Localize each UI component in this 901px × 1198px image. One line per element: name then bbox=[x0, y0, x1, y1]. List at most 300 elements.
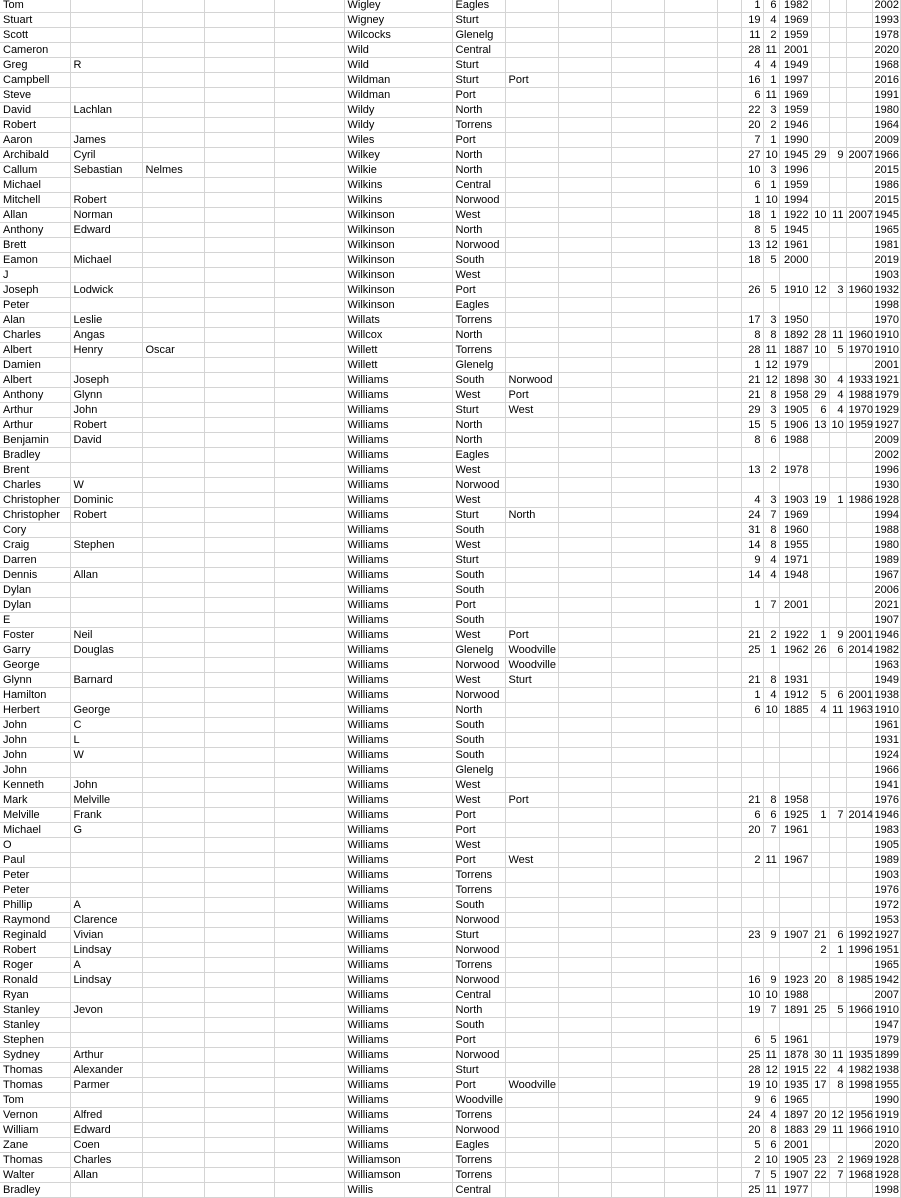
cell-death-month[interactable] bbox=[829, 58, 846, 73]
cell-middle-name[interactable]: Robert bbox=[70, 193, 142, 208]
cell-death-day[interactable] bbox=[811, 568, 829, 583]
cell-death-day[interactable] bbox=[811, 898, 829, 913]
cell-birth-day[interactable] bbox=[741, 448, 763, 463]
cell-club-2[interactable] bbox=[505, 478, 558, 493]
cell-col-k[interactable] bbox=[664, 1033, 717, 1048]
cell-third-name[interactable] bbox=[142, 1138, 204, 1153]
cell-surname[interactable]: Williams bbox=[344, 778, 452, 793]
cell-col-j[interactable] bbox=[611, 133, 664, 148]
cell-col-i[interactable] bbox=[558, 763, 611, 778]
cell-birth-month[interactable] bbox=[763, 883, 779, 898]
cell-third-name[interactable] bbox=[142, 943, 204, 958]
cell-birth-year[interactable] bbox=[779, 898, 811, 913]
cell-death-day[interactable] bbox=[811, 238, 829, 253]
cell-col-d[interactable] bbox=[204, 1048, 274, 1063]
cell-col-e[interactable] bbox=[274, 703, 344, 718]
cell-first-name[interactable]: Eamon bbox=[0, 253, 70, 268]
cell-death-day[interactable] bbox=[811, 163, 829, 178]
cell-middle-name[interactable]: Frank bbox=[70, 808, 142, 823]
cell-club[interactable]: South bbox=[452, 1018, 505, 1033]
cell-col-l[interactable] bbox=[717, 1003, 741, 1018]
cell-col-i[interactable] bbox=[558, 1108, 611, 1123]
cell-birth-day[interactable]: 13 bbox=[741, 238, 763, 253]
cell-death-year[interactable] bbox=[846, 958, 872, 973]
cell-col-j[interactable] bbox=[611, 733, 664, 748]
cell-middle-name[interactable]: Dominic bbox=[70, 493, 142, 508]
cell-surname[interactable]: Wildman bbox=[344, 73, 452, 88]
cell-middle-name[interactable] bbox=[70, 1018, 142, 1033]
cell-middle-name[interactable] bbox=[70, 868, 142, 883]
cell-death-month[interactable] bbox=[829, 1093, 846, 1108]
cell-club-2[interactable] bbox=[505, 433, 558, 448]
cell-third-name[interactable] bbox=[142, 1033, 204, 1048]
cell-col-e[interactable] bbox=[274, 778, 344, 793]
cell-col-k[interactable] bbox=[664, 943, 717, 958]
cell-death-month[interactable] bbox=[829, 1018, 846, 1033]
cell-col-i[interactable] bbox=[558, 118, 611, 133]
cell-birth-year[interactable] bbox=[779, 868, 811, 883]
cell-club-2[interactable] bbox=[505, 1033, 558, 1048]
cell-death-day[interactable] bbox=[811, 763, 829, 778]
cell-col-k[interactable] bbox=[664, 88, 717, 103]
cell-first-name[interactable]: Craig bbox=[0, 538, 70, 553]
cell-col-k[interactable] bbox=[664, 193, 717, 208]
cell-debut-year[interactable]: 1955 bbox=[872, 1078, 900, 1093]
cell-col-k[interactable] bbox=[664, 1123, 717, 1138]
cell-birth-year[interactable]: 1883 bbox=[779, 1123, 811, 1138]
cell-col-l[interactable] bbox=[717, 643, 741, 658]
cell-death-year[interactable]: 1996 bbox=[846, 943, 872, 958]
cell-col-j[interactable] bbox=[611, 883, 664, 898]
cell-col-k[interactable] bbox=[664, 403, 717, 418]
cell-col-e[interactable] bbox=[274, 43, 344, 58]
cell-debut-year[interactable]: 2020 bbox=[872, 1138, 900, 1153]
cell-death-year[interactable] bbox=[846, 823, 872, 838]
cell-death-year[interactable] bbox=[846, 58, 872, 73]
cell-middle-name[interactable]: Michael bbox=[70, 253, 142, 268]
cell-birth-year[interactable]: 1898 bbox=[779, 373, 811, 388]
cell-debut-year[interactable]: 1996 bbox=[872, 463, 900, 478]
cell-club-2[interactable] bbox=[505, 718, 558, 733]
cell-col-e[interactable] bbox=[274, 1138, 344, 1153]
cell-col-i[interactable] bbox=[558, 613, 611, 628]
cell-death-year[interactable]: 1960 bbox=[846, 283, 872, 298]
cell-col-e[interactable] bbox=[274, 283, 344, 298]
cell-club[interactable]: South bbox=[452, 733, 505, 748]
cell-col-l[interactable] bbox=[717, 613, 741, 628]
cell-col-k[interactable] bbox=[664, 868, 717, 883]
cell-surname[interactable]: Williams bbox=[344, 973, 452, 988]
cell-club[interactable]: West bbox=[452, 778, 505, 793]
cell-death-year[interactable] bbox=[846, 988, 872, 1003]
cell-col-e[interactable] bbox=[274, 613, 344, 628]
cell-col-k[interactable] bbox=[664, 793, 717, 808]
cell-col-i[interactable] bbox=[558, 1183, 611, 1198]
cell-col-l[interactable] bbox=[717, 148, 741, 163]
cell-birth-year[interactable] bbox=[779, 613, 811, 628]
cell-death-day[interactable]: 13 bbox=[811, 418, 829, 433]
cell-death-month[interactable]: 9 bbox=[829, 628, 846, 643]
cell-col-i[interactable] bbox=[558, 133, 611, 148]
cell-first-name[interactable]: Peter bbox=[0, 868, 70, 883]
cell-debut-year[interactable]: 1942 bbox=[872, 973, 900, 988]
cell-col-l[interactable] bbox=[717, 13, 741, 28]
cell-death-year[interactable]: 1970 bbox=[846, 343, 872, 358]
cell-col-e[interactable] bbox=[274, 523, 344, 538]
cell-birth-day[interactable] bbox=[741, 883, 763, 898]
cell-first-name[interactable]: Paul bbox=[0, 853, 70, 868]
cell-col-j[interactable] bbox=[611, 163, 664, 178]
cell-first-name[interactable]: Scott bbox=[0, 28, 70, 43]
cell-death-month[interactable] bbox=[829, 958, 846, 973]
cell-first-name[interactable]: Peter bbox=[0, 883, 70, 898]
cell-col-j[interactable] bbox=[611, 673, 664, 688]
cell-death-month[interactable] bbox=[829, 358, 846, 373]
cell-birth-year[interactable]: 1910 bbox=[779, 283, 811, 298]
cell-club-2[interactable] bbox=[505, 523, 558, 538]
cell-death-month[interactable] bbox=[829, 658, 846, 673]
cell-col-e[interactable] bbox=[274, 193, 344, 208]
cell-third-name[interactable] bbox=[142, 508, 204, 523]
cell-club[interactable]: Torrens bbox=[452, 1153, 505, 1168]
cell-col-l[interactable] bbox=[717, 58, 741, 73]
cell-debut-year[interactable]: 1910 bbox=[872, 1123, 900, 1138]
cell-middle-name[interactable] bbox=[70, 883, 142, 898]
cell-death-year[interactable] bbox=[846, 88, 872, 103]
cell-col-e[interactable] bbox=[274, 853, 344, 868]
cell-club[interactable]: Torrens bbox=[452, 883, 505, 898]
cell-debut-year[interactable]: 1976 bbox=[872, 793, 900, 808]
cell-middle-name[interactable]: Jevon bbox=[70, 1003, 142, 1018]
cell-birth-month[interactable]: 8 bbox=[763, 523, 779, 538]
cell-col-i[interactable] bbox=[558, 718, 611, 733]
cell-birth-year[interactable] bbox=[779, 748, 811, 763]
cell-col-k[interactable] bbox=[664, 163, 717, 178]
cell-first-name[interactable]: Campbell bbox=[0, 73, 70, 88]
cell-col-l[interactable] bbox=[717, 883, 741, 898]
cell-col-i[interactable] bbox=[558, 268, 611, 283]
cell-birth-year[interactable]: 1971 bbox=[779, 553, 811, 568]
cell-first-name[interactable]: Herbert bbox=[0, 703, 70, 718]
cell-surname[interactable]: Williams bbox=[344, 868, 452, 883]
cell-col-l[interactable] bbox=[717, 388, 741, 403]
cell-surname[interactable]: Willats bbox=[344, 313, 452, 328]
cell-birth-day[interactable]: 25 bbox=[741, 1183, 763, 1198]
cell-col-j[interactable] bbox=[611, 1108, 664, 1123]
cell-birth-day[interactable]: 6 bbox=[741, 178, 763, 193]
cell-col-j[interactable] bbox=[611, 493, 664, 508]
cell-death-year[interactable]: 1986 bbox=[846, 493, 872, 508]
cell-third-name[interactable] bbox=[142, 418, 204, 433]
cell-birth-month[interactable]: 11 bbox=[763, 853, 779, 868]
cell-col-k[interactable] bbox=[664, 463, 717, 478]
cell-club[interactable]: Norwood bbox=[452, 658, 505, 673]
cell-death-month[interactable] bbox=[829, 268, 846, 283]
cell-death-year[interactable]: 2001 bbox=[846, 688, 872, 703]
cell-debut-year[interactable]: 1931 bbox=[872, 733, 900, 748]
cell-club[interactable]: Norwood bbox=[452, 973, 505, 988]
cell-death-day[interactable] bbox=[811, 313, 829, 328]
cell-death-month[interactable] bbox=[829, 463, 846, 478]
cell-middle-name[interactable]: David bbox=[70, 433, 142, 448]
cell-surname[interactable]: Williamson bbox=[344, 1168, 452, 1183]
cell-debut-year[interactable]: 2019 bbox=[872, 253, 900, 268]
cell-third-name[interactable] bbox=[142, 103, 204, 118]
cell-first-name[interactable]: Benjamin bbox=[0, 433, 70, 448]
cell-surname[interactable]: Willcox bbox=[344, 328, 452, 343]
cell-col-i[interactable] bbox=[558, 508, 611, 523]
cell-birth-year[interactable]: 1887 bbox=[779, 343, 811, 358]
cell-birth-month[interactable] bbox=[763, 478, 779, 493]
cell-col-d[interactable] bbox=[204, 838, 274, 853]
cell-col-d[interactable] bbox=[204, 553, 274, 568]
cell-col-j[interactable] bbox=[611, 268, 664, 283]
cell-col-k[interactable] bbox=[664, 358, 717, 373]
cell-birth-day[interactable] bbox=[741, 913, 763, 928]
cell-middle-name[interactable]: Sebastian bbox=[70, 163, 142, 178]
cell-col-k[interactable] bbox=[664, 1048, 717, 1063]
cell-col-j[interactable] bbox=[611, 913, 664, 928]
cell-birth-month[interactable] bbox=[763, 868, 779, 883]
cell-debut-year[interactable]: 2020 bbox=[872, 43, 900, 58]
cell-col-l[interactable] bbox=[717, 283, 741, 298]
cell-death-day[interactable] bbox=[811, 673, 829, 688]
cell-death-day[interactable]: 12 bbox=[811, 283, 829, 298]
cell-col-j[interactable] bbox=[611, 823, 664, 838]
cell-death-year[interactable] bbox=[846, 133, 872, 148]
cell-col-k[interactable] bbox=[664, 673, 717, 688]
cell-col-d[interactable] bbox=[204, 598, 274, 613]
cell-death-day[interactable] bbox=[811, 1183, 829, 1198]
cell-col-j[interactable] bbox=[611, 43, 664, 58]
cell-first-name[interactable]: Darren bbox=[0, 553, 70, 568]
cell-middle-name[interactable]: Neil bbox=[70, 628, 142, 643]
cell-col-k[interactable] bbox=[664, 913, 717, 928]
cell-birth-year[interactable]: 1946 bbox=[779, 118, 811, 133]
cell-birth-month[interactable] bbox=[763, 898, 779, 913]
cell-middle-name[interactable]: Douglas bbox=[70, 643, 142, 658]
cell-col-k[interactable] bbox=[664, 208, 717, 223]
cell-birth-month[interactable]: 5 bbox=[763, 1168, 779, 1183]
cell-col-e[interactable] bbox=[274, 1183, 344, 1198]
cell-middle-name[interactable] bbox=[70, 853, 142, 868]
cell-death-year[interactable]: 1959 bbox=[846, 418, 872, 433]
cell-birth-month[interactable]: 10 bbox=[763, 1153, 779, 1168]
cell-birth-month[interactable]: 6 bbox=[763, 433, 779, 448]
cell-club-2[interactable] bbox=[505, 13, 558, 28]
cell-surname[interactable]: Williams bbox=[344, 613, 452, 628]
cell-birth-month[interactable]: 12 bbox=[763, 1063, 779, 1078]
cell-first-name[interactable]: Thomas bbox=[0, 1078, 70, 1093]
cell-col-k[interactable] bbox=[664, 373, 717, 388]
cell-death-month[interactable] bbox=[829, 193, 846, 208]
cell-col-l[interactable] bbox=[717, 733, 741, 748]
cell-death-month[interactable]: 11 bbox=[829, 208, 846, 223]
cell-col-d[interactable] bbox=[204, 478, 274, 493]
cell-surname[interactable]: Williams bbox=[344, 448, 452, 463]
cell-third-name[interactable] bbox=[142, 268, 204, 283]
cell-club-2[interactable] bbox=[505, 223, 558, 238]
cell-death-month[interactable] bbox=[829, 913, 846, 928]
cell-third-name[interactable] bbox=[142, 448, 204, 463]
cell-club[interactable]: West bbox=[452, 838, 505, 853]
cell-club-2[interactable]: West bbox=[505, 403, 558, 418]
cell-col-i[interactable] bbox=[558, 1048, 611, 1063]
cell-death-month[interactable] bbox=[829, 508, 846, 523]
cell-death-day[interactable] bbox=[811, 508, 829, 523]
cell-col-i[interactable] bbox=[558, 28, 611, 43]
cell-debut-year[interactable]: 2009 bbox=[872, 433, 900, 448]
cell-surname[interactable]: Williams bbox=[344, 703, 452, 718]
cell-birth-year[interactable]: 1955 bbox=[779, 538, 811, 553]
cell-club[interactable]: West bbox=[452, 673, 505, 688]
cell-club-2[interactable]: Woodville bbox=[505, 643, 558, 658]
cell-col-j[interactable] bbox=[611, 1003, 664, 1018]
cell-death-year[interactable] bbox=[846, 43, 872, 58]
cell-col-k[interactable] bbox=[664, 883, 717, 898]
cell-death-year[interactable] bbox=[846, 508, 872, 523]
cell-death-year[interactable]: 2014 bbox=[846, 808, 872, 823]
cell-death-year[interactable]: 2001 bbox=[846, 628, 872, 643]
cell-birth-year[interactable]: 1959 bbox=[779, 178, 811, 193]
cell-middle-name[interactable]: Joseph bbox=[70, 373, 142, 388]
cell-col-d[interactable] bbox=[204, 943, 274, 958]
cell-surname[interactable]: Williams bbox=[344, 748, 452, 763]
cell-birth-month[interactable]: 8 bbox=[763, 1123, 779, 1138]
cell-col-k[interactable] bbox=[664, 118, 717, 133]
cell-col-k[interactable] bbox=[664, 973, 717, 988]
cell-death-day[interactable]: 22 bbox=[811, 1168, 829, 1183]
cell-middle-name[interactable]: Arthur bbox=[70, 1048, 142, 1063]
cell-col-l[interactable] bbox=[717, 163, 741, 178]
cell-club-2[interactable] bbox=[505, 883, 558, 898]
cell-death-day[interactable]: 22 bbox=[811, 1063, 829, 1078]
cell-col-k[interactable] bbox=[664, 0, 717, 13]
cell-col-d[interactable] bbox=[204, 1168, 274, 1183]
cell-club[interactable]: Port bbox=[452, 133, 505, 148]
cell-surname[interactable]: Williams bbox=[344, 1048, 452, 1063]
cell-col-e[interactable] bbox=[274, 178, 344, 193]
cell-col-e[interactable] bbox=[274, 913, 344, 928]
cell-col-d[interactable] bbox=[204, 163, 274, 178]
cell-surname[interactable]: Wigney bbox=[344, 13, 452, 28]
cell-death-month[interactable]: 11 bbox=[829, 1123, 846, 1138]
cell-surname[interactable]: Williams bbox=[344, 673, 452, 688]
cell-birth-month[interactable]: 10 bbox=[763, 1078, 779, 1093]
cell-club-2[interactable] bbox=[505, 1138, 558, 1153]
cell-col-e[interactable] bbox=[274, 598, 344, 613]
cell-death-month[interactable]: 7 bbox=[829, 1168, 846, 1183]
cell-birth-year[interactable]: 1905 bbox=[779, 1153, 811, 1168]
cell-birth-day[interactable]: 16 bbox=[741, 973, 763, 988]
cell-col-k[interactable] bbox=[664, 1183, 717, 1198]
cell-death-day[interactable] bbox=[811, 358, 829, 373]
cell-death-day[interactable] bbox=[811, 868, 829, 883]
cell-col-j[interactable] bbox=[611, 313, 664, 328]
cell-third-name[interactable] bbox=[142, 313, 204, 328]
cell-birth-month[interactable]: 2 bbox=[763, 463, 779, 478]
cell-col-l[interactable] bbox=[717, 568, 741, 583]
cell-col-i[interactable] bbox=[558, 598, 611, 613]
cell-col-j[interactable] bbox=[611, 88, 664, 103]
cell-surname[interactable]: Williams bbox=[344, 958, 452, 973]
cell-club[interactable]: West bbox=[452, 793, 505, 808]
cell-birth-month[interactable] bbox=[763, 913, 779, 928]
cell-birth-day[interactable]: 28 bbox=[741, 43, 763, 58]
cell-birth-year[interactable] bbox=[779, 718, 811, 733]
cell-club[interactable]: Sturt bbox=[452, 508, 505, 523]
cell-debut-year[interactable]: 2021 bbox=[872, 598, 900, 613]
cell-debut-year[interactable]: 1907 bbox=[872, 613, 900, 628]
cell-col-l[interactable] bbox=[717, 1123, 741, 1138]
cell-death-day[interactable] bbox=[811, 958, 829, 973]
cell-surname[interactable]: Williams bbox=[344, 1033, 452, 1048]
cell-birth-month[interactable]: 6 bbox=[763, 1093, 779, 1108]
cell-col-d[interactable] bbox=[204, 1063, 274, 1078]
cell-col-e[interactable] bbox=[274, 763, 344, 778]
cell-col-e[interactable] bbox=[274, 793, 344, 808]
cell-death-month[interactable] bbox=[829, 43, 846, 58]
cell-debut-year[interactable]: 1968 bbox=[872, 58, 900, 73]
cell-middle-name[interactable]: Alfred bbox=[70, 1108, 142, 1123]
cell-third-name[interactable] bbox=[142, 703, 204, 718]
cell-middle-name[interactable] bbox=[70, 298, 142, 313]
cell-debut-year[interactable]: 1966 bbox=[872, 148, 900, 163]
cell-club[interactable]: Sturt bbox=[452, 73, 505, 88]
cell-club-2[interactable]: Woodville bbox=[505, 1078, 558, 1093]
cell-birth-year[interactable]: 1994 bbox=[779, 193, 811, 208]
cell-debut-year[interactable]: 1921 bbox=[872, 373, 900, 388]
cell-surname[interactable]: Williams bbox=[344, 823, 452, 838]
cell-club[interactable]: Central bbox=[452, 1183, 505, 1198]
cell-col-e[interactable] bbox=[274, 1108, 344, 1123]
cell-birth-year[interactable]: 1878 bbox=[779, 1048, 811, 1063]
cell-club[interactable]: West bbox=[452, 493, 505, 508]
cell-col-e[interactable] bbox=[274, 1093, 344, 1108]
cell-club-2[interactable] bbox=[505, 358, 558, 373]
cell-col-d[interactable] bbox=[204, 28, 274, 43]
cell-third-name[interactable] bbox=[142, 223, 204, 238]
cell-death-day[interactable] bbox=[811, 133, 829, 148]
cell-col-k[interactable] bbox=[664, 538, 717, 553]
cell-birth-year[interactable]: 1997 bbox=[779, 73, 811, 88]
cell-col-k[interactable] bbox=[664, 1078, 717, 1093]
cell-club[interactable]: North bbox=[452, 163, 505, 178]
cell-third-name[interactable] bbox=[142, 1018, 204, 1033]
cell-death-month[interactable] bbox=[829, 88, 846, 103]
cell-birth-month[interactable]: 8 bbox=[763, 538, 779, 553]
cell-death-month[interactable]: 3 bbox=[829, 283, 846, 298]
cell-col-k[interactable] bbox=[664, 1063, 717, 1078]
cell-birth-month[interactable]: 4 bbox=[763, 568, 779, 583]
cell-col-k[interactable] bbox=[664, 1168, 717, 1183]
cell-birth-month[interactable]: 12 bbox=[763, 358, 779, 373]
cell-col-j[interactable] bbox=[611, 1123, 664, 1138]
cell-club[interactable]: Central bbox=[452, 178, 505, 193]
cell-death-day[interactable]: 5 bbox=[811, 688, 829, 703]
cell-col-k[interactable] bbox=[664, 658, 717, 673]
cell-club-2[interactable] bbox=[505, 928, 558, 943]
cell-col-e[interactable] bbox=[274, 718, 344, 733]
cell-club-2[interactable] bbox=[505, 703, 558, 718]
cell-first-name[interactable]: Stuart bbox=[0, 13, 70, 28]
cell-club[interactable]: West bbox=[452, 388, 505, 403]
cell-col-j[interactable] bbox=[611, 1168, 664, 1183]
cell-surname[interactable]: Williams bbox=[344, 1093, 452, 1108]
cell-birth-year[interactable]: 1945 bbox=[779, 148, 811, 163]
cell-col-l[interactable] bbox=[717, 1048, 741, 1063]
cell-third-name[interactable] bbox=[142, 748, 204, 763]
